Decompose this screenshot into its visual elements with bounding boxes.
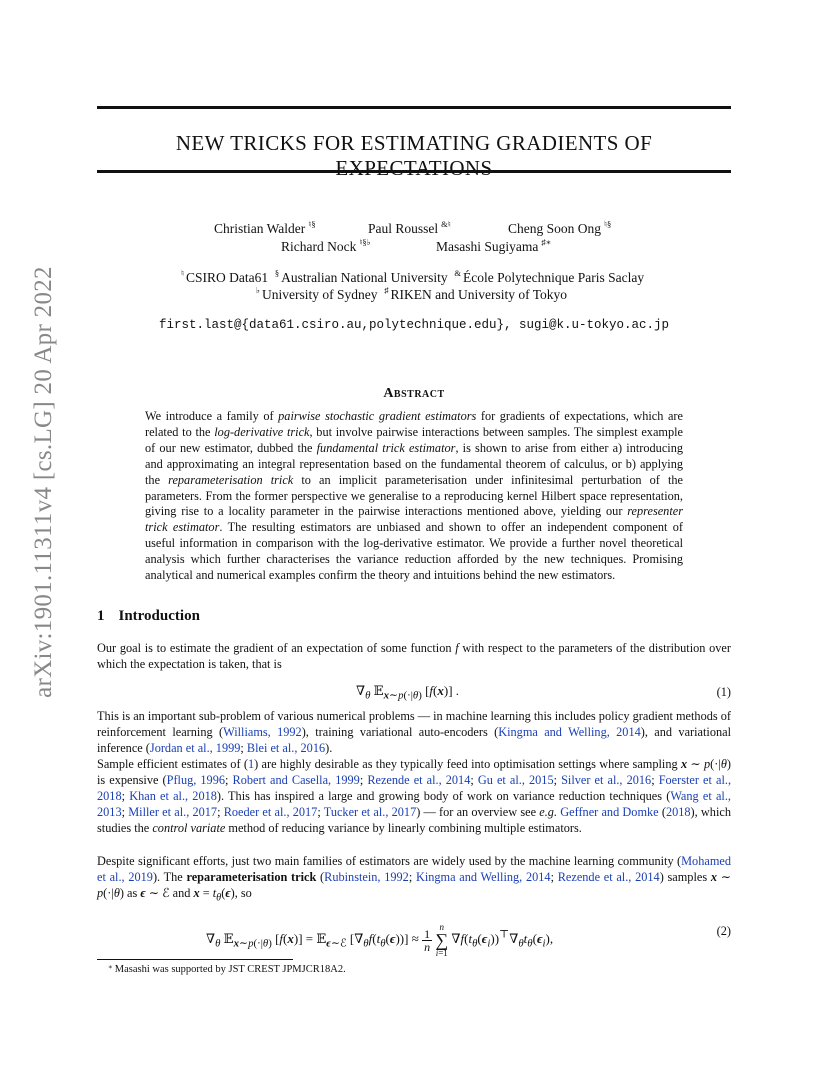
citation-link[interactable]: Khan et al., 2018: [129, 788, 217, 803]
equation-ref-link[interactable]: 1: [247, 757, 255, 771]
author-roussel: Paul Roussel &♮: [368, 219, 451, 236]
intro-paragraph-3: Sample efficient estimates of (1) are highly desirable as they typically feed into optimisation settings where sampling x ∼ p(·|θ) is expensive (Pflug, 1996; Robert and Casella, 1999; Rezende et al., 2014; Gu et al., 2015; Silver et al., 2016; Foerster et al., 2018; Khan et al., 2018). This has inspired a large and growing body of work on variance reduction techniques (Wang et al., 2013; Miller et al., 2017; Roeder et al., 2017; Tucker et al., 2017) — for an overview see e.g. Geffner and Domke (2018), which studies the control variate method of reducing variance by linearly combining multiple estimators.: [97, 757, 732, 835]
equation-2-number: (2): [716, 924, 731, 938]
author-sugiyama: Masashi Sugiyama ♯∗: [436, 237, 552, 254]
citation-link[interactable]: Miller et al., 2017: [128, 804, 218, 819]
footnote: ∗ Masashi was supported by JST CREST JPMJCR18A2.: [108, 963, 346, 975]
citation-link[interactable]: Blei et al., 2016: [246, 740, 326, 755]
intro-paragraph-4: Despite significant efforts, just two main families of estimators are widely used by the machine learning community (Mohamed et al., 2019). The reparameterisation trick (Rubinstein, 1992; Kingma and Welling, 2014; Rezende et al., 2014) samples x ∼ p(·|θ) as ϵ ∼ ℰ and $x = t_\theta(\epsilon)$, so: [97, 854, 732, 904]
title-top-rule: [97, 106, 731, 109]
citation-link[interactable]: Rezende et al., 2014: [557, 869, 660, 884]
citation-link[interactable]: Roeder et al., 2017: [223, 804, 318, 819]
citation-link[interactable]: Wang et al., 2013: [97, 788, 731, 819]
equation-2: $\nabla_\theta$ 𝔼$_{x\sim p(\cdot|\theta)}$ [f(x)] = 𝔼$_{\epsilon\sim ℰ}$ $[\nabla_\theta f(t_\theta(\epsilon))] \approx 1$ n n ∑ i=1 $\nabla f(t_\theta(\epsilon_i))^⊤\nabla_\theta t_\theta(\epsilon_i)$,: [206, 922, 554, 958]
intro-paragraph-1: Our goal is to estimate the gradient of an expectation of some function f with respect to the parameters of the distribution over which the expectation is taken, that is: [97, 641, 731, 671]
author-ong: Cheng Soon Ong ♮§: [508, 219, 612, 236]
section-heading-introduction: 1 Introduction: [97, 608, 200, 624]
citation-link[interactable]: Silver et al., 2016: [561, 772, 652, 787]
citation-link[interactable]: Kingma and Welling, 2014: [415, 869, 551, 884]
arxiv-side-label: arXiv:1901.11311v4 [cs.LG] 20 Apr 2022: [30, 266, 57, 698]
citation-link[interactable]: Rubinstein, 1992: [324, 869, 409, 884]
citation-link[interactable]: Robert and Casella, 1999: [232, 772, 360, 787]
citation-link[interactable]: Pflug, 1996: [166, 772, 225, 787]
footnote-rule: [97, 959, 293, 960]
citation-link[interactable]: Geffner and Domke: [560, 804, 659, 819]
affiliations-line-2: ♭ University of Sydney ♯ RIKEN and University of Tokyo: [256, 285, 568, 302]
citation-link[interactable]: Jordan et al., 1999: [149, 740, 241, 755]
author-nock: Richard Nock ♮§♭: [281, 237, 371, 254]
intro-paragraph-2: This is an important sub-problem of various numerical problems — in machine learning this includes policy gradient methods of reinforcement learning (Williams, 1992), training variational auto-encoders (Kingma and Welling, 2014), and variational inference (Jordan et al., 1999; Blei et al., 2016).: [97, 709, 731, 755]
citation-link[interactable]: Kingma and Welling, 2014: [498, 724, 641, 739]
author-walder: Christian Walder ♮§: [214, 219, 316, 236]
author-email: first.last@{data61.csiro.au,polytechnique.edu}, sugi@k.u-tokyo.ac.jp: [158, 318, 670, 332]
citation-link[interactable]: Mohamed et al., 2019: [97, 854, 731, 884]
abstract-heading: Abstract: [383, 386, 445, 401]
citation-link[interactable]: Williams, 1992: [223, 724, 302, 739]
equation-1-number: (1): [716, 685, 731, 699]
citation-link[interactable]: Gu et al., 2015: [477, 772, 554, 787]
citation-link[interactable]: Foerster et al., 2018: [97, 772, 732, 803]
affiliations-line-1: ♮ CSIRO Data61 § Australian National University & École Polytechnique Paris Saclay: [181, 268, 645, 285]
paper-title: NEW TRICKS FOR ESTIMATING GRADIENTS OF EXPECTATIONS: [175, 131, 653, 180]
citation-link[interactable]: Rezende et al., 2014: [367, 772, 471, 787]
abstract-body: We introduce a family of pairwise stochastic gradient estimators for gradients of expectations, which are related to the log-derivative trick, but involve pairwise interactions between samples. The simplest example of our new estimator, dubbed the fundamental trick estimator, is shown to arise from either a) introducing and approximating an integral representation based on the fundamental theorem of calculus, or b) applying the reparameterisation trick to an implicit parameterisation under infinitesimal perturbation of the parameters. From the former perspective we generalise to a reproducing kernel Hilbert space representation, giving rise to a locality parameter in the pairwise interactions mentioned above, yielding our representer trick estimator. The resulting estimators are unbiased and shown to offer an independent component of useful information in comparison with the log-derivative estimator. We provide a further novel theoretical analysis which further characterises the variance reduction afforded by the new techniques. Promising analytical and numerical examples confirm the theory and intuitions behind the new estimators.: [145, 409, 684, 583]
equation-1: $\nabla_\theta$ 𝔼$_{x\sim p(\cdot|\theta)}$ [f(x)] .: [356, 683, 460, 702]
citation-link[interactable]: Tucker et al., 2017: [323, 804, 417, 819]
citation-link[interactable]: 2018: [665, 804, 691, 819]
